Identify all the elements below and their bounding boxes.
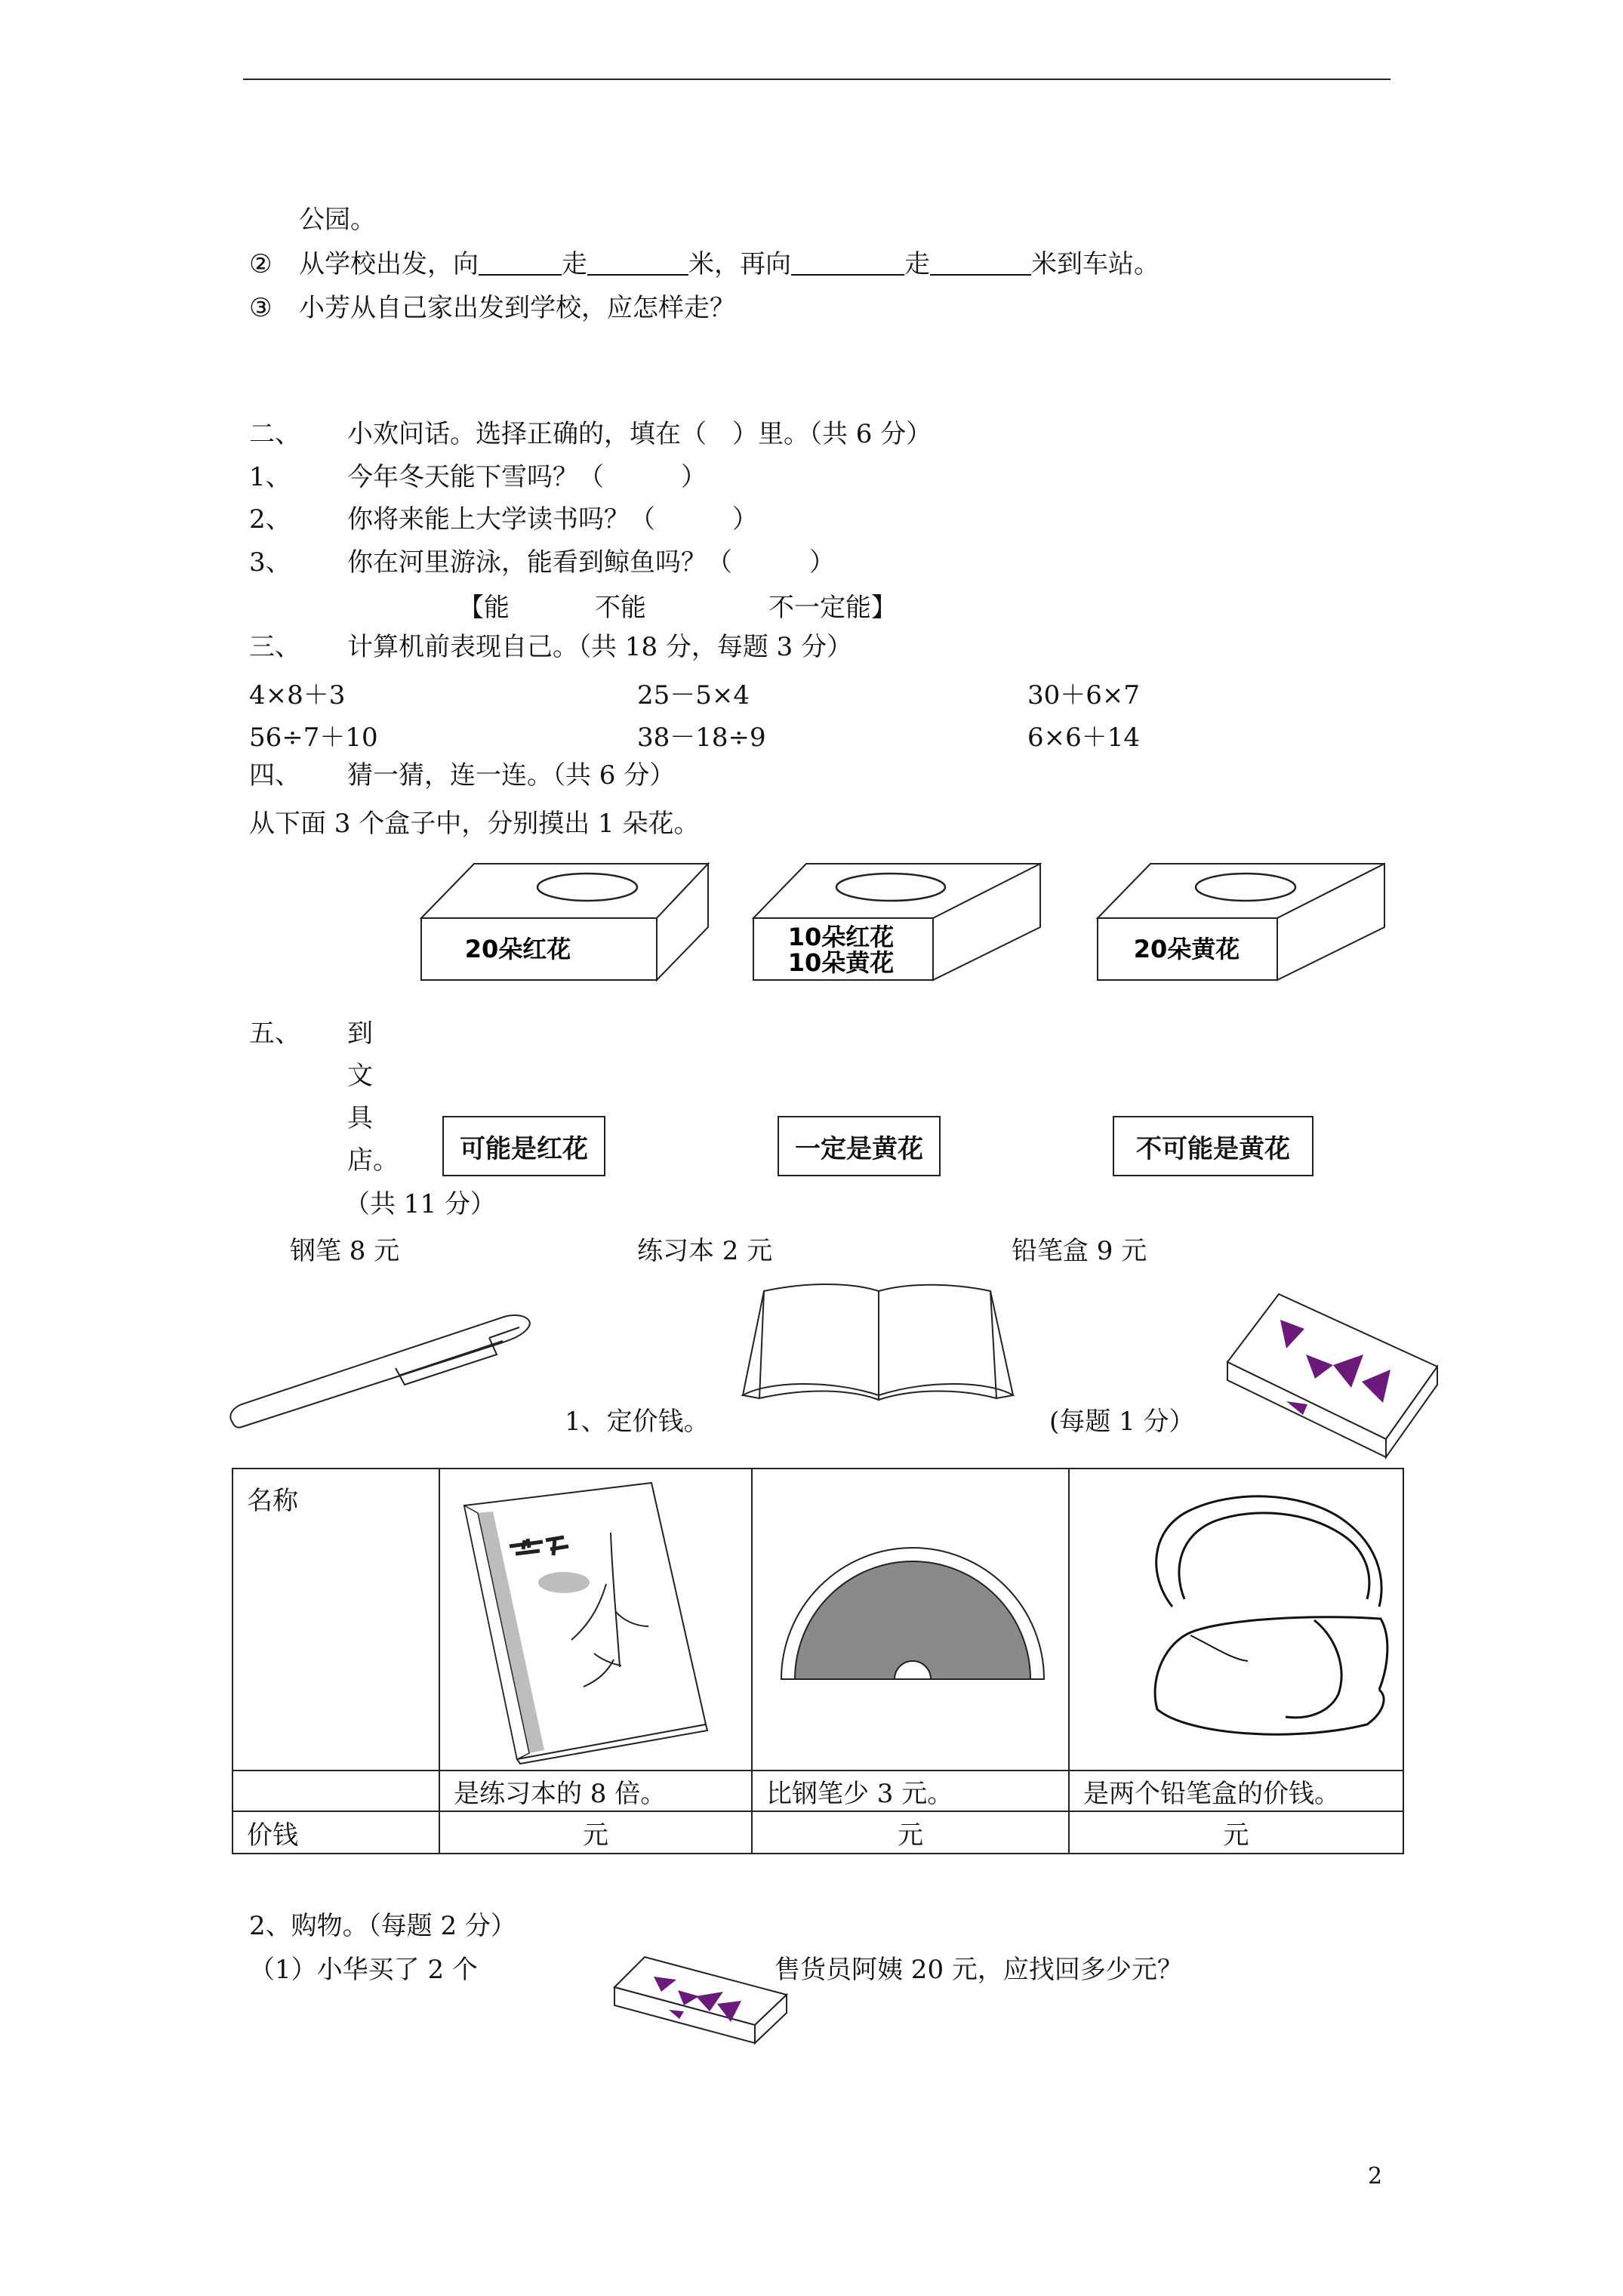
flower-box-3 — [1096, 861, 1387, 982]
unit-yuan: 元 — [898, 1820, 923, 1851]
cell-name-label — [233, 1469, 439, 1771]
section-5-char-2: 文 — [347, 1061, 373, 1091]
blank-distance-2[interactable] — [930, 251, 1031, 276]
sub1-points: (每题 1 分） — [1049, 1407, 1195, 1437]
section-3-title: 计算机前表现自己。（共 18 分，每题 3 分） — [347, 632, 853, 662]
s2-q2-number: 2、 — [249, 504, 291, 535]
table-row — [233, 1771, 1403, 1811]
question-2-number: ② — [249, 249, 273, 279]
section-2-number: 二、 — [249, 419, 300, 449]
line-park: 公园。 — [299, 205, 376, 235]
question-3-text: 小芳从自己家出发到学校，应怎样走？ — [299, 293, 735, 323]
protractor-hint: 比钢笔少 3 元。 — [766, 1778, 953, 1809]
unit-yuan: 元 — [583, 1820, 608, 1851]
s2-q3-number: 3、 — [249, 547, 291, 578]
cell-price-label — [233, 1811, 439, 1854]
section-5-points: （共 11 分） — [344, 1189, 496, 1219]
pen-icon — [223, 1311, 540, 1432]
flower-box-2 — [752, 861, 1042, 982]
box-1-label: 20朵红花 — [464, 935, 571, 963]
option-not-sure: 不一定能】 — [768, 593, 897, 623]
sub1-title: 1、定价钱。 — [565, 1407, 710, 1437]
pencil-case-small-icon — [611, 1954, 790, 2046]
expr-4: 56÷7＋10 — [249, 723, 378, 753]
cell-protractor — [752, 1469, 1069, 1771]
section-4-title: 猜一猜，连一连。（共 6 分） — [347, 760, 676, 791]
cell-schoolbag — [1069, 1469, 1403, 1771]
section-4-intro: 从下面 3 个盒子中，分别摸出 1 朵花。 — [249, 809, 700, 839]
s2-q3-text: 你在河里游泳，能看到鲸鱼吗？（ ） — [347, 547, 835, 578]
section-4-number: 四、 — [249, 760, 300, 791]
schoolbag-icon — [1127, 1486, 1403, 1743]
cell-price-schoolbag[interactable] — [1069, 1811, 1403, 1854]
notebook-icon — [737, 1282, 1018, 1403]
option-can: 【能 — [458, 593, 510, 623]
price-table — [232, 1468, 1404, 1854]
cell-diary — [439, 1469, 752, 1771]
label-maybe-red[interactable]: 可能是红花 — [442, 1116, 605, 1176]
cell-diary-hint — [439, 1771, 752, 1811]
option-cannot: 不能 — [595, 593, 646, 623]
expr-3: 30＋6×7 — [1027, 680, 1141, 710]
diary-hint: 是练习本的 8 倍。 — [454, 1778, 667, 1809]
box-3-label: 20朵黄花 — [1133, 935, 1240, 963]
question-2-line: 从学校出发，向 走 米，再向 走 米到车站。 — [299, 249, 1160, 279]
sub2-title: 2、购物。（每题 2 分） — [249, 1911, 516, 1941]
pencil-case-icon — [1223, 1290, 1442, 1460]
item-notebook-price: 练习本 2 元 — [637, 1236, 773, 1266]
box-2-label-2: 10朵黄花 — [787, 948, 895, 977]
table-row — [233, 1811, 1403, 1854]
section-5-char-3: 具 — [347, 1103, 373, 1133]
flower-box-1 — [420, 861, 710, 982]
sub2-q1-part2: 售货员阿姨 20 元，应找回多少元？ — [775, 1955, 1183, 1985]
item-pencilcase-price: 铅笔盒 9 元 — [1012, 1236, 1147, 1266]
unit-yuan: 元 — [1223, 1820, 1249, 1851]
expr-5: 38－18÷9 — [637, 723, 766, 753]
table-row — [233, 1469, 1403, 1771]
cell-price-diary[interactable] — [439, 1811, 752, 1854]
protractor-icon — [780, 1548, 1046, 1681]
label-surely-yellow[interactable]: 一定是黄花 — [778, 1116, 941, 1176]
expr-1: 4×8＋3 — [249, 680, 346, 710]
diary-book-icon — [451, 1478, 707, 1764]
section-5-number: 五、 — [249, 1019, 300, 1049]
s2-q1-text: 今年冬天能下雪吗？（ ） — [347, 462, 707, 492]
s2-q2-text: 你将来能上大学读书吗？（ ） — [347, 504, 758, 535]
label-not-yellow[interactable]: 不可能是黄花 — [1113, 1116, 1313, 1176]
blank-direction-2[interactable] — [791, 251, 904, 276]
schoolbag-hint: 是两个铅笔盒的价钱。 — [1083, 1778, 1340, 1809]
expr-2: 25－5×4 — [637, 680, 750, 710]
section-5-char-1: 到 — [347, 1019, 373, 1049]
price-label: 价钱 — [247, 1820, 298, 1851]
section-5-char-4: 店。 — [347, 1145, 399, 1176]
box-2-label-1: 10朵红花 — [787, 923, 895, 951]
sub2-q1-part1: （1）小华买了 2 个 — [249, 1955, 478, 1985]
name-label: 名称 — [247, 1486, 298, 1516]
expr-6: 6×6＋14 — [1027, 723, 1141, 753]
section-2-title: 小欢问话。选择正确的，填在（ ）里。（共 6 分） — [347, 419, 932, 449]
question-3-number: ③ — [249, 293, 273, 323]
section-3-number: 三、 — [249, 632, 300, 662]
blank-distance-1[interactable] — [587, 251, 688, 276]
cell-protractor-hint — [752, 1771, 1069, 1811]
blank-direction-1[interactable] — [479, 251, 562, 276]
s2-q1-number: 1、 — [249, 462, 291, 492]
cell-price-protractor[interactable] — [752, 1811, 1069, 1854]
cell-schoolbag-hint — [1069, 1771, 1403, 1811]
header-rule — [243, 79, 1390, 80]
item-pen-price: 钢笔 8 元 — [290, 1236, 400, 1266]
cell-row2-label — [233, 1771, 439, 1811]
page-number: 2 — [1368, 2163, 1383, 2190]
